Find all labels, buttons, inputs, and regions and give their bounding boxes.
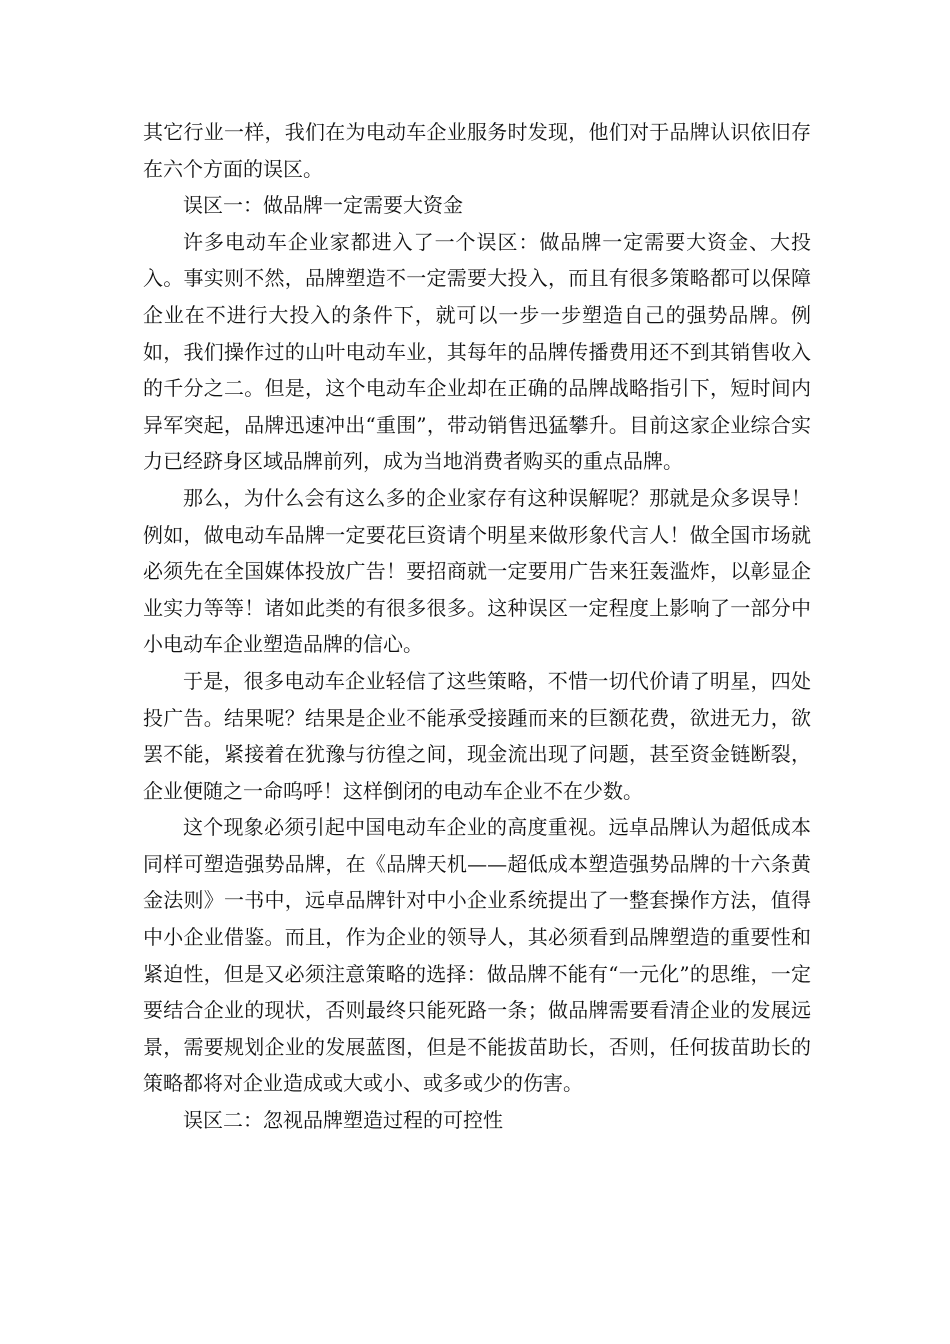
paragraph-myth-one-explanation: 许多电动车企业家都进入了一个误区：做品牌一定需要大资金、大投入。事实则不然，品牌塑造不一定需要大投入，而且有很多策略都可以保障企业在不进行大投入的条件下，就可以一步一步塑造自己的强势品牌。例如，我们操作过的山叶电动车业，其每年的品牌传播费用还不到其销售收入的千分之二。但是，这个电动车企业却在正确的品牌战略指引下，短时间内异军突起，品牌迅速冲出“重围”，带动销售迅猛攀升。目前这家企业综合实力已经跻身区域品牌前列，成为当地消费者购买的重点品牌。	[143, 229, 811, 474]
heading-myth-one: 误区一：做品牌一定需要大资金	[183, 193, 463, 218]
document-body	[143, 114, 811, 1139]
paragraph-misguidance: 那么，为什么会有这么多的企业家存有这种误解呢？那就是众多误导！例如，做电动车品牌一定要花巨资请个明星来做形象代言人！做全国市场就必须先在全国媒体投放广告！要招商就一定要用广告来狂轰滥炸，以彰显企业实力等等！诸如此类的有很多很多。这种误区一定程度上影响了一部分中小电动车企业塑造品牌的信心。	[143, 485, 811, 657]
heading-myth-two: 误区二：忽视品牌塑造过程的可控性	[183, 1108, 503, 1133]
paragraph-intro-continuation: 其它行业一样，我们在为电动车企业服务时发现，他们对于品牌认识依旧存在六个方面的误区。	[143, 120, 811, 181]
paragraph-consequences: 于是，很多电动车企业轻信了这些策略，不惜一切代价请了明星，四处投广告。结果呢？结果是企业不能承受接踵而来的巨额花费，欲进无力，欲罢不能，紧接着在犹豫与彷徨之间，现金流出现了问题，甚至资金链断裂，企业便随之一命呜呼！这样倒闭的电动车企业不在少数。	[143, 668, 811, 803]
paragraph-recommendation: 这个现象必须引起中国电动车企业的高度重视。远卓品牌认为超低成本同样可塑造强势品牌，在《品牌天机——超低成本塑造强势品牌的十六条黄金法则》一书中，远卓品牌针对中小企业系统提出了一整套操作方法，值得中小企业借鉴。而且，作为企业的领导人，其必须看到品牌塑造的重要性和紧迫性，但是又必须注意策略的选择：做品牌不能有“一元化”的思维，一定要结合企业的现状，否则最终只能死路一条；做品牌需要看清企业的发展远景，需要规划企业的发展蓝图，但是不能拔苗助长，否则，任何拔苗助长的策略都将对企业造成或大或小、或多或少的伤害。	[143, 815, 811, 1096]
